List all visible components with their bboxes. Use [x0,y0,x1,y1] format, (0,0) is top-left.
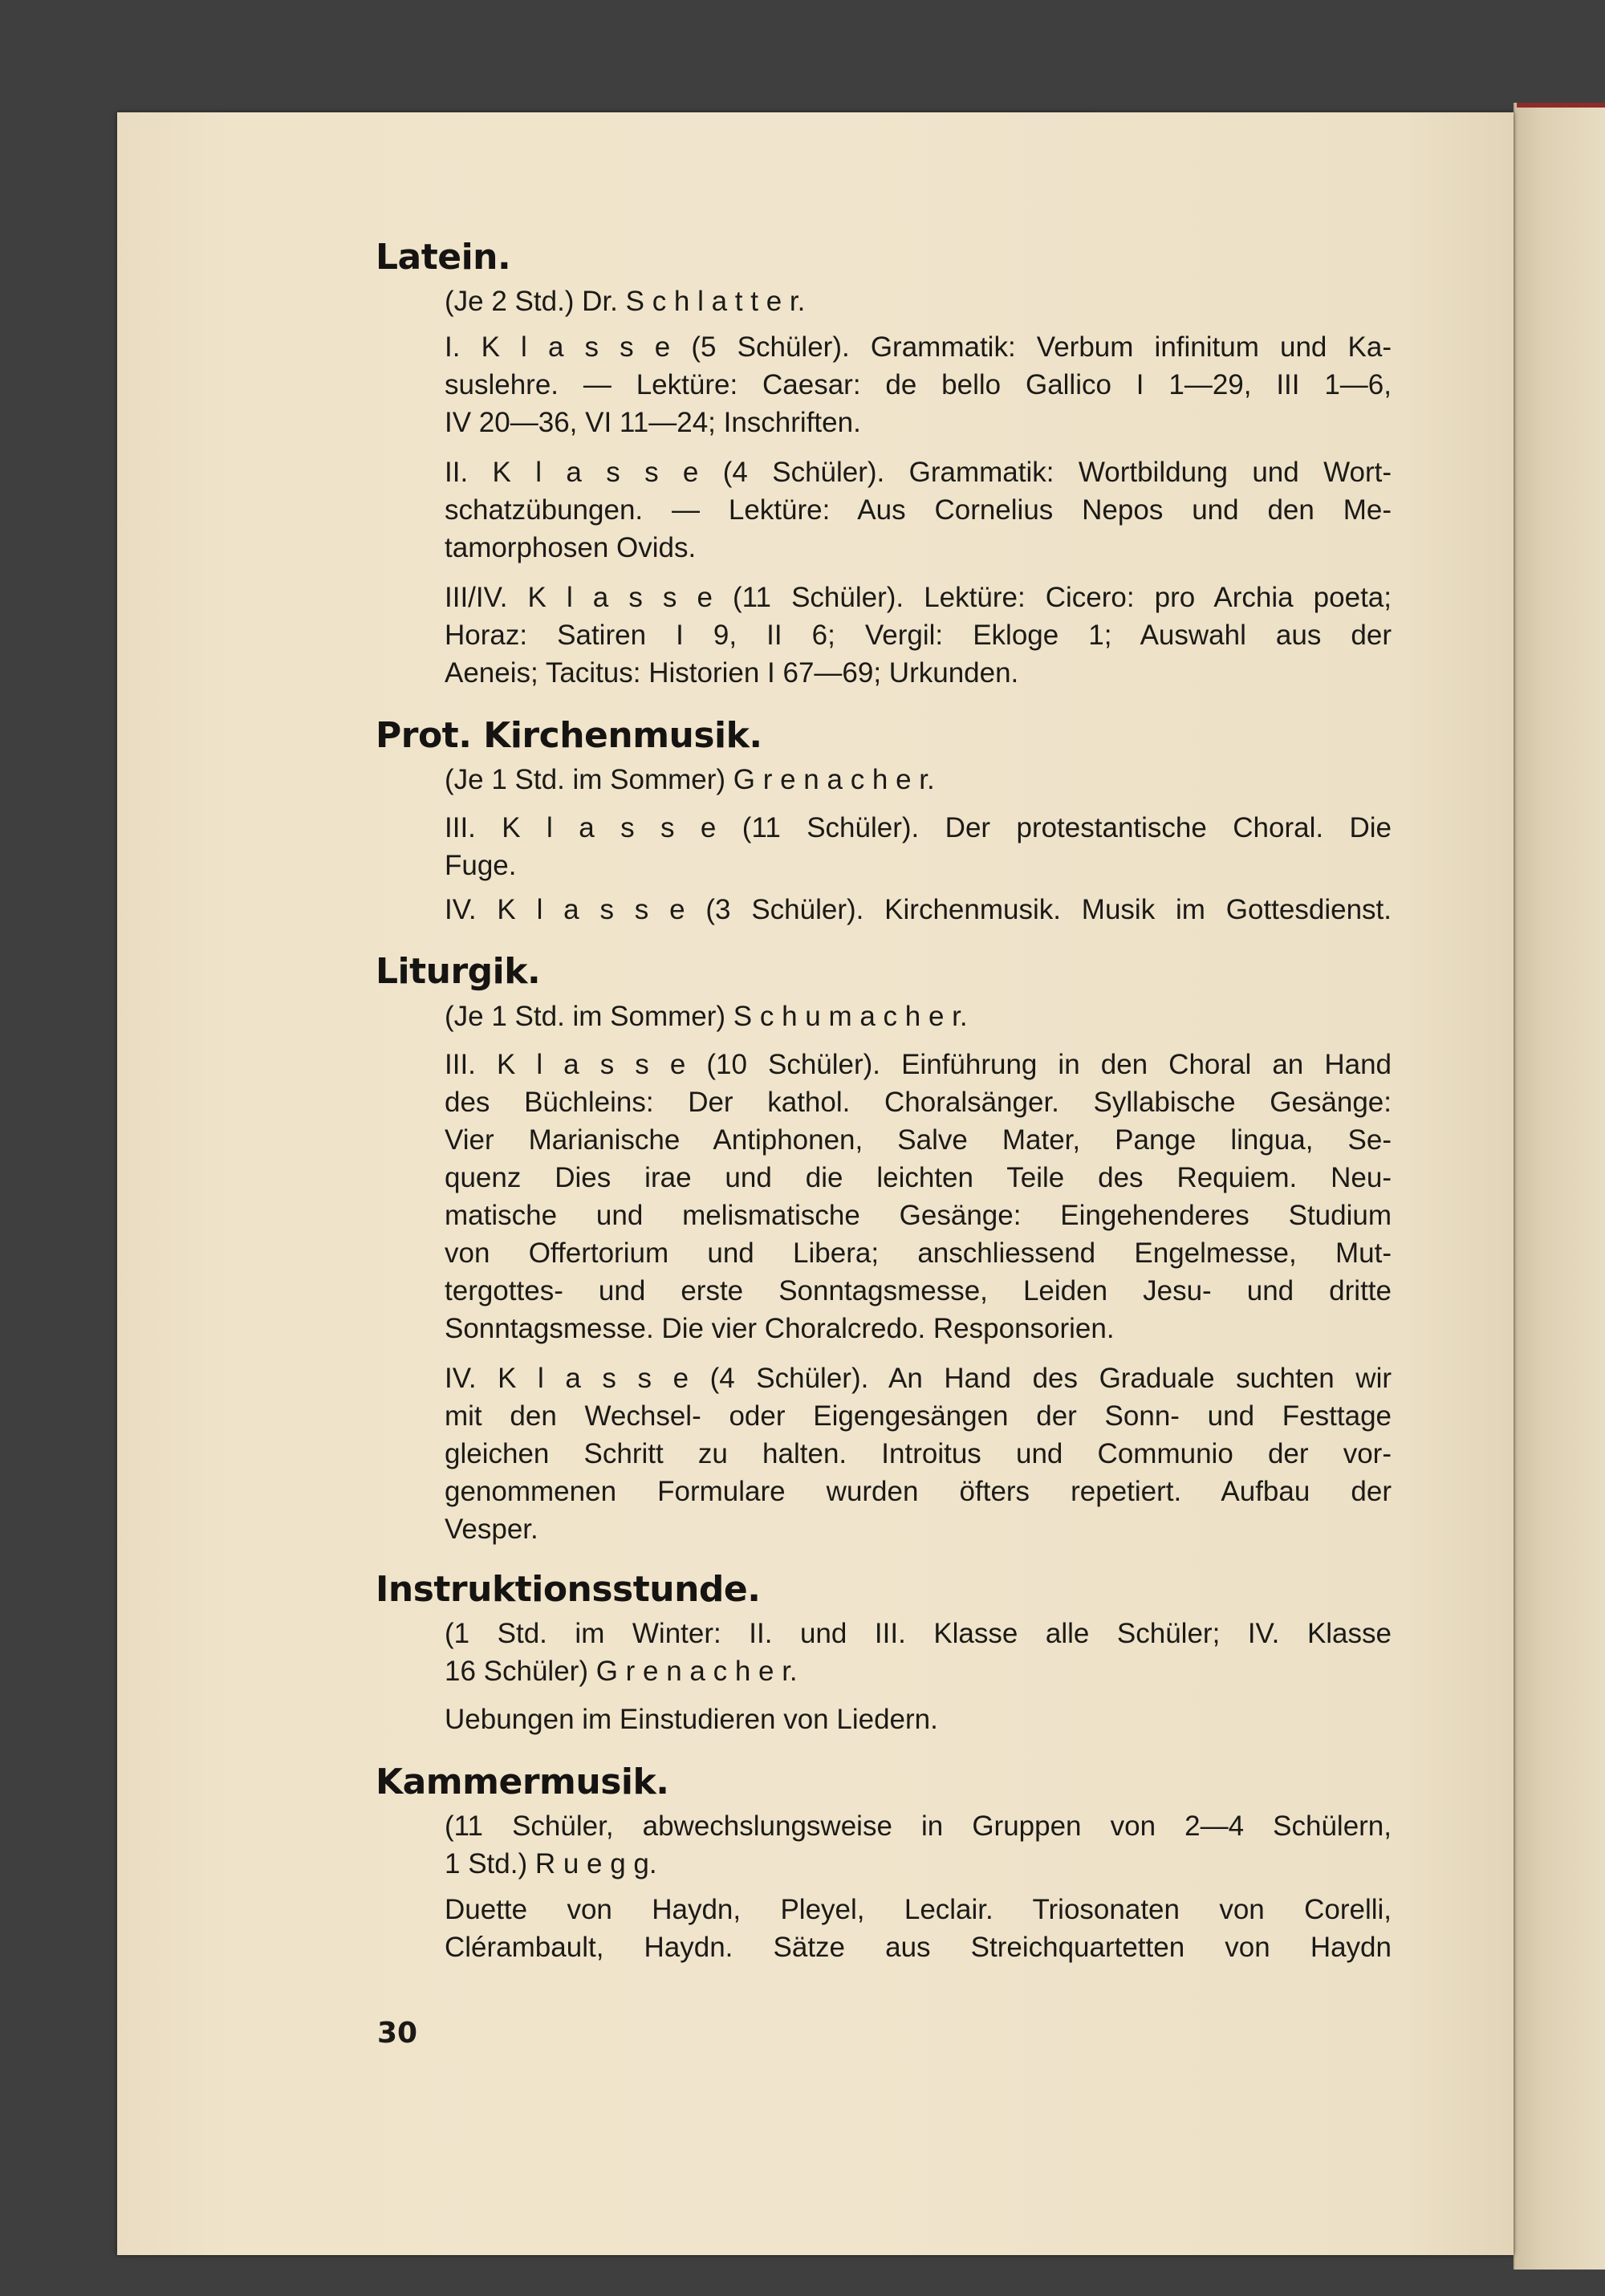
liturgik-line-10: IV. K l a s s e (4 Schüler). An Hand des Graduale suchten wir [445,1363,1392,1394]
latein-line-3: suslehre. — Lektüre: Caesar: de bello Gallico I 1—29, III 1—6, [445,369,1392,400]
kirchenmusik-line-4: IV. K l a s s e (3 Schüler). Kirchenmusik. Musik im Gottesdienst. [445,894,1392,925]
instruktion-line-3: Uebungen im Einstudieren von Liedern. [445,1704,938,1735]
kammermusik-line-3: Duette von Haydn, Pleyel, Leclair. Triosonaten von Corelli, [445,1894,1392,1925]
heading-liturgik: Liturgik. [376,951,541,992]
liturgik-line-9: Sonntagsmesse. Die vier Choralcredo. Responsorien. [445,1313,1115,1344]
latein-line-7: tamorphosen Ovids. [445,532,697,563]
facing-page-edge [1514,103,1605,2270]
liturgik-line-11: mit den Wechsel- oder Eigengesängen der Sonn- und Festtage [445,1400,1392,1432]
liturgik-line-13: genommenen Formulare wurden öfters repetiert. Aufbau der [445,1476,1392,1507]
latein-line-9: Horaz: Satiren I 9, II 6; Vergil: Ekloge 1; Auswahl aus der [445,620,1392,651]
liturgik-line-6: matische und melismatische Gesänge: Eingehenderes Studium [445,1200,1392,1231]
liturgik-line-7: von Offertorium und Libera; anschliessend Engelmesse, Mut- [445,1237,1392,1269]
liturgik-line-14: Vesper. [445,1514,538,1545]
kammermusik-line-2: 1 Std.) R u e g g. [445,1848,657,1879]
kammermusik-line-1: (11 Schüler, abwechslungsweise in Gruppen von 2—4 Schülern, [445,1810,1392,1842]
kirchenmusik-line-1: (Je 1 Std. im Sommer) G r e n a c h e r. [445,764,935,795]
liturgik-line-8: tergottes- und erste Sonntagsmesse, Leiden Jesu- und dritte [445,1275,1392,1306]
kirchenmusik-line-2: III. K l a s s e (11 Schüler). Der protestantische Choral. Die [445,812,1392,843]
liturgik-line-2: III. K l a s s e (10 Schüler). Einführung in den Choral an Hand [445,1049,1392,1080]
heading-latein: Latein. [376,237,511,278]
liturgik-line-12: gleichen Schritt zu halten. Introitus und Communio der vor- [445,1438,1392,1469]
page-edge-accent [1517,103,1605,108]
liturgik-line-5: quenz Dies irae und die leichten Teile des Requiem. Neu- [445,1162,1392,1193]
liturgik-line-3: des Büchleins: Der kathol. Choralsänger. Syllabische Gesänge: [445,1087,1392,1118]
instruktion-line-2: 16 Schüler) G r e n a c h e r. [445,1656,798,1687]
liturgik-line-1: (Je 1 Std. im Sommer) S c h u m a c h e r. [445,1001,968,1032]
heading-kammermusik: Kammermusik. [376,1762,669,1802]
heading-instruktionsstunde: Instruktionsstunde. [376,1569,761,1610]
kirchenmusik-line-3: Fuge. [445,850,517,881]
latein-line-4: IV 20—36, VI 11—24; Inschriften. [445,407,861,438]
latein-line-10: Aeneis; Tacitus: Historien I 67—69; Urkunden. [445,657,1019,689]
latein-line-5: II. K l a s s e (4 Schüler). Grammatik: Wortbildung und Wort- [445,457,1392,488]
kammermusik-line-4: Clérambault, Haydn. Sätze aus Streichquartetten von Haydn [445,1932,1392,1963]
latein-line-2: I. K l a s s e (5 Schüler). Grammatik: Verbum infinitum und Ka- [445,331,1392,363]
instruktion-line-1: (1 Std. im Winter: II. und III. Klasse alle Schüler; IV. Klasse [445,1618,1392,1649]
page-number: 30 [377,2017,418,2050]
latein-line-1: (Je 2 Std.) Dr. S c h l a t t e r. [445,286,806,317]
heading-kirchenmusik: Prot. Kirchenmusik. [376,715,762,756]
latein-line-6: schatzübungen. — Lektüre: Aus Cornelius Nepos und den Me- [445,494,1392,526]
liturgik-line-4: Vier Marianische Antiphonen, Salve Mater, Pange lingua, Se- [445,1124,1392,1156]
latein-line-8: III/IV. K l a s s e (11 Schüler). Lektüre: Cicero: pro Archia poeta; [445,582,1392,613]
